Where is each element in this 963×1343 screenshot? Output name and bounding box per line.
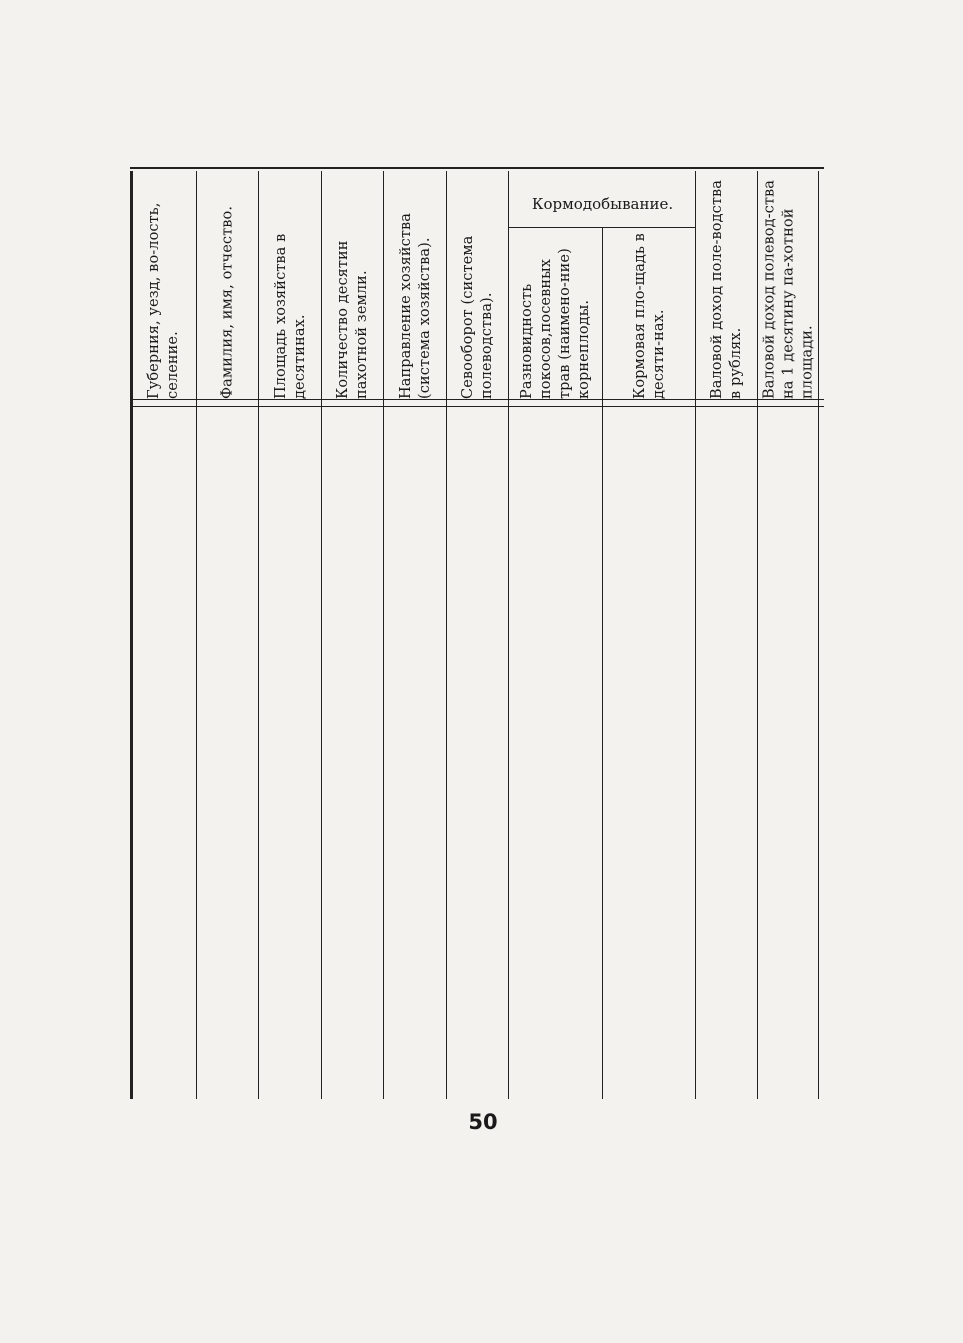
header-rotation-label: Севооборот (система полеводства). xyxy=(460,235,495,399)
header-fodder-area-label: Кормовая пло-щадь в десяти-нах. xyxy=(631,233,667,399)
header-guberniya xyxy=(132,177,196,399)
column-line xyxy=(258,171,259,1099)
header-income-per-desyatina-label: Валовой доход полевод-ства на 1 десятину па-хотной площади. xyxy=(761,180,815,399)
header-area-label: Площадь хозяйства в десятинах. xyxy=(272,233,308,399)
header-direction xyxy=(385,177,446,399)
column-line xyxy=(695,171,696,1099)
column-line xyxy=(196,171,197,1099)
header-gross-income-label: Валовой доход поле-водства в рублях. xyxy=(709,180,744,399)
header-arable-label: Количество десятин пахотной земли. xyxy=(335,240,370,399)
header-income-per-desyatina xyxy=(759,177,818,399)
header-arable xyxy=(323,177,383,399)
form-table xyxy=(130,167,824,1099)
page-number: 50 xyxy=(468,1110,498,1134)
column-line xyxy=(818,171,819,1099)
header-guberniya-label: Губерния, уезд, во-лость, селение. xyxy=(146,202,181,399)
table-top-border xyxy=(130,167,824,169)
group-fodder-title: Кормодобывание. xyxy=(531,195,674,213)
header-direction-label: Направление хозяйства (система хозяйства). xyxy=(397,212,433,399)
column-line xyxy=(321,171,322,1099)
header-separator xyxy=(130,399,824,407)
header-area xyxy=(260,177,321,399)
header-fodder-varieties-label: Разновидность покосов,посевных трав (наимено-ние) корнеплоды. xyxy=(519,248,592,399)
header-gross-income xyxy=(697,177,757,399)
header-rotation xyxy=(448,177,508,399)
column-line xyxy=(757,171,758,1099)
header-fio xyxy=(198,177,258,399)
column-line xyxy=(508,171,509,1099)
column-line xyxy=(446,171,447,1099)
header-fodder-varieties xyxy=(510,227,602,399)
header-fodder-area xyxy=(604,227,695,399)
header-fio-label: Фамилия, имя, отчество. xyxy=(219,205,236,399)
column-line xyxy=(383,171,384,1099)
column-line xyxy=(602,227,603,1099)
